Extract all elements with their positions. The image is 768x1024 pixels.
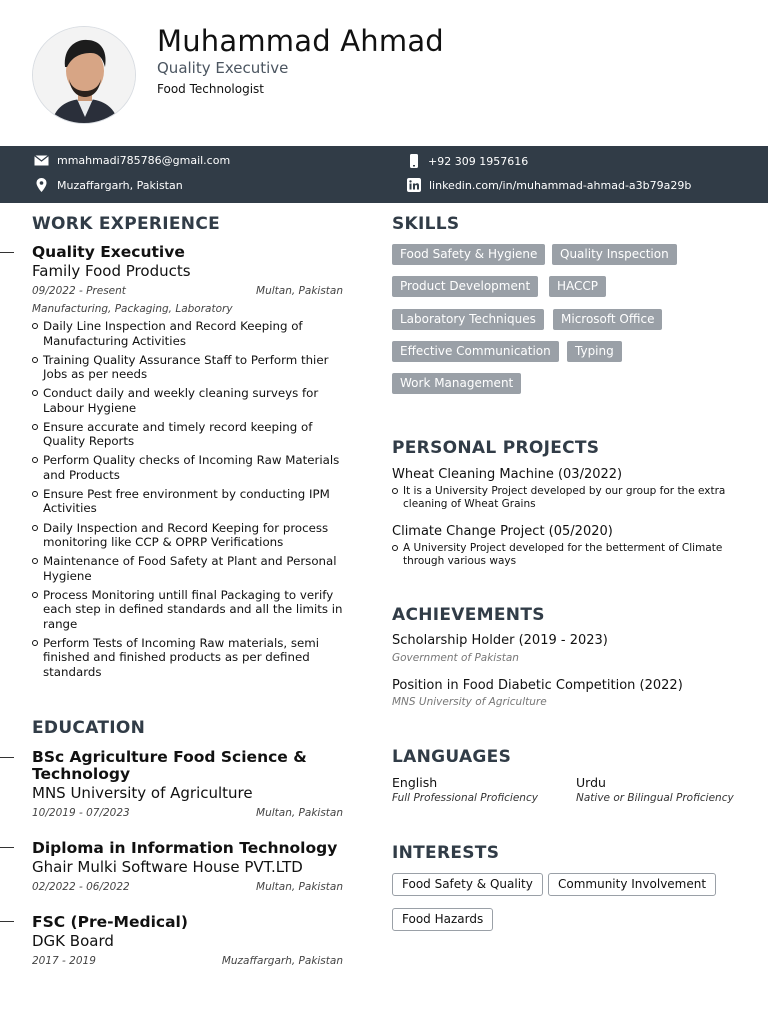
list-item: A University Project developed for the betterment of Climate through various ways (392, 542, 732, 567)
contact-linkedin[interactable] (407, 178, 691, 192)
linkedin-text[interactable]: linkedin.com/in/muhammad-ahmad-a3b79a29b (429, 178, 692, 192)
interest-tag: Food Safety & Quality (392, 873, 543, 896)
language-level: Full Professional Proficiency (392, 792, 538, 804)
list-item: Ensure accurate and timely record keeping of Quality Reports (32, 420, 344, 449)
achievement-title: Position in Food Diabetic Competition (2022) (392, 678, 683, 693)
timeline-marker (0, 921, 14, 922)
profile-photo (32, 26, 136, 124)
resume-header (0, 0, 768, 146)
project-title: Wheat Cleaning Machine (03/2022) (392, 467, 623, 482)
list-item: It is a University Project developed by our group for the extra cleaning of Wheat Grains (392, 485, 732, 510)
project-desc-list (392, 542, 732, 567)
work-company: Family Food Products (32, 262, 191, 280)
contact-location (34, 178, 183, 192)
timeline-marker (0, 252, 14, 253)
work-areas: Manufacturing, Packaging, Laboratory (32, 303, 233, 315)
language-level: Native or Bilingual Proficiency (576, 792, 734, 804)
envelope-icon (34, 155, 49, 166)
timeline-marker (0, 847, 14, 848)
edu-dates: 10/2019 - 07/2023 (32, 807, 130, 819)
edu-school: Ghair Mulki Software House PVT.LTD (32, 858, 303, 876)
list-item: Process Monitoring untill final Packaging to verify each step in defined standards and all the limits in range (32, 588, 344, 632)
list-item: Daily Inspection and Record Keeping for process monitoring like CCP & OPRP Verifications (32, 521, 344, 550)
skills-section-title: SKILLS (392, 214, 460, 234)
person-photo-icon (33, 27, 136, 124)
timeline-marker (0, 757, 14, 758)
achievement-issuer: MNS University of Agriculture (392, 696, 547, 708)
language-name: English (392, 775, 438, 790)
projects-section-title: PERSONAL PROJECTS (392, 438, 600, 458)
skill-tag: Work Management (392, 373, 521, 394)
edu-degree: FSC (Pre-Medical) (32, 913, 188, 931)
skill-tag: Typing (567, 341, 622, 362)
work-location: Multan, Pakistan (256, 285, 343, 297)
edu-degree: BSc Agriculture Food Science & Technology (32, 748, 307, 783)
languages-section-title: LANGUAGES (392, 747, 512, 767)
project-desc-list (392, 485, 732, 510)
work-section-title: WORK EXPERIENCE (32, 214, 221, 234)
edu-location: Multan, Pakistan (256, 881, 343, 893)
list-item: Conduct daily and weekly cleaning surveys for Labour Hygiene (32, 386, 344, 415)
project-title: Climate Change Project (05/2020) (392, 524, 613, 539)
phone-icon (408, 154, 420, 168)
achievements-section-title: ACHIEVEMENTS (392, 605, 545, 625)
edu-school: MNS University of Agriculture (32, 784, 253, 802)
email-text[interactable]: mmahmadi785786@gmail.com (57, 154, 231, 167)
language-name: Urdu (576, 775, 606, 790)
achievement-title: Scholarship Holder (2019 - 2023) (392, 633, 608, 648)
interests-section-title: INTERESTS (392, 843, 500, 863)
edu-dates: 2017 - 2019 (32, 955, 96, 967)
edu-location: Muzaffargarh, Pakistan (221, 955, 343, 967)
education-section-title: EDUCATION (32, 718, 146, 738)
skill-tag: Quality Inspection (552, 244, 677, 265)
person-name: Muhammad Ahmad (157, 24, 444, 58)
interest-tag: Food Hazards (392, 908, 493, 931)
interest-tag: Community Involvement (548, 873, 716, 896)
list-item: Perform Quality checks of Incoming Raw Materials and Products (32, 453, 344, 482)
work-bullet-list (32, 319, 344, 684)
work-job-title: Quality Executive (32, 243, 185, 261)
work-dates: 09/2022 - Present (32, 285, 126, 297)
contact-phone[interactable] (408, 154, 528, 168)
job-subheadline: Food Technologist (157, 82, 264, 96)
skill-tag: Product Development (392, 276, 538, 297)
skill-tag: Microsoft Office (553, 309, 662, 330)
list-item: Perform Tests of Incoming Raw materials, semi finished and finished products as per defined standards (32, 636, 344, 680)
edu-degree: Diploma in Information Technology (32, 839, 338, 857)
list-item: Maintenance of Food Safety at Plant and Personal Hygiene (32, 554, 344, 583)
job-headline: Quality Executive (157, 59, 289, 77)
location-pin-icon (34, 178, 49, 192)
skill-tag: Laboratory Techniques (392, 309, 544, 330)
list-item: Daily Line Inspection and Record Keeping of Manufacturing Activities (32, 319, 344, 348)
location-text: Muzaffargarh, Pakistan (57, 178, 183, 192)
skill-tag: Effective Communication (392, 341, 559, 362)
contact-bar (0, 146, 768, 203)
edu-location: Multan, Pakistan (256, 807, 343, 819)
achievement-issuer: Government of Pakistan (392, 652, 519, 664)
linkedin-icon (407, 178, 421, 192)
skill-tag: Food Safety & Hygiene (392, 244, 545, 265)
skill-tag: HACCP (549, 276, 606, 297)
list-item: Ensure Pest free environment by conducting IPM Activities (32, 487, 344, 516)
list-item: Training Quality Assurance Staff to Perform thier Jobs as per needs (32, 353, 344, 382)
edu-school: DGK Board (32, 932, 114, 950)
phone-text[interactable]: +92 309 1957616 (428, 154, 529, 168)
edu-dates: 02/2022 - 06/2022 (32, 881, 130, 893)
contact-email[interactable] (34, 154, 230, 167)
